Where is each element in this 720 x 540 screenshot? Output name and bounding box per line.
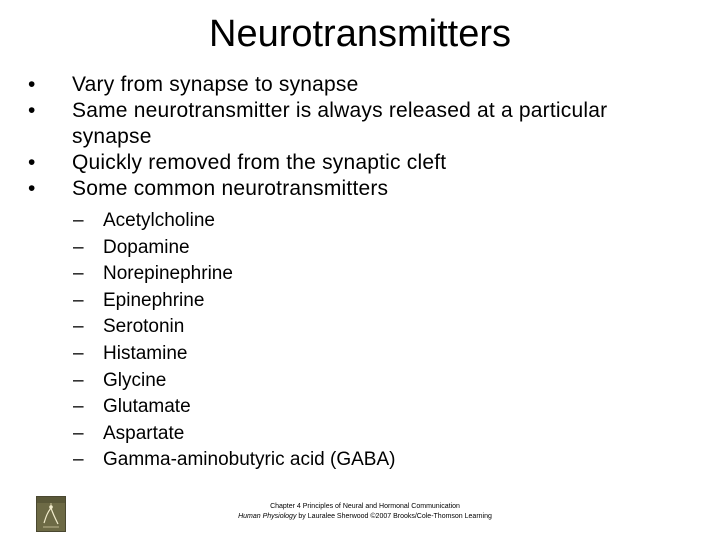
bullet-list bbox=[28, 72, 688, 202]
sub-item bbox=[73, 368, 395, 395]
sub-item bbox=[73, 261, 395, 288]
sub-item-text: Epinephrine bbox=[103, 289, 205, 311]
slide-title: Neurotransmitters bbox=[209, 13, 511, 55]
bullet-item bbox=[28, 72, 688, 98]
bullet-text: Quickly removed from the synaptic cleft bbox=[72, 151, 447, 174]
dash-marker: – bbox=[73, 422, 84, 444]
sub-item-text: Histamine bbox=[103, 342, 188, 364]
footer-chapter: Chapter 4 Principles of Neural and Hormonal Communication bbox=[270, 503, 460, 510]
bullet-marker: • bbox=[28, 73, 36, 96]
dash-marker: – bbox=[73, 396, 84, 418]
bullet-marker: • bbox=[28, 151, 36, 174]
bullet-item bbox=[28, 98, 688, 150]
sub-item-text: Dopamine bbox=[103, 236, 190, 258]
dash-marker: – bbox=[73, 210, 84, 231]
neurotransmitter-list bbox=[73, 208, 395, 474]
sub-item bbox=[73, 421, 395, 448]
sub-item-text: Aspartate bbox=[103, 422, 185, 444]
footer-citation bbox=[160, 512, 570, 522]
bullet-item bbox=[28, 150, 688, 176]
sub-item-text: Serotonin bbox=[103, 316, 185, 338]
sub-item bbox=[73, 208, 395, 235]
sub-item-text: Gamma-aminobutyric acid (GABA) bbox=[103, 449, 396, 471]
dash-marker: – bbox=[73, 342, 84, 364]
bullet-marker: • bbox=[28, 99, 36, 122]
dash-marker: – bbox=[73, 369, 84, 391]
sub-item bbox=[73, 447, 395, 474]
dash-marker: – bbox=[73, 236, 84, 258]
sub-item-text: Acetylcholine bbox=[103, 210, 215, 231]
bullet-text: Same neurotransmitter is always released at a particular synapse bbox=[72, 99, 608, 148]
footer-book-title: Human Physiology bbox=[238, 513, 297, 520]
bullet-text: Vary from synapse to synapse bbox=[72, 73, 359, 96]
dash-marker: – bbox=[73, 449, 84, 471]
bullet-item bbox=[28, 176, 688, 202]
dash-marker: – bbox=[73, 263, 84, 285]
sub-item bbox=[73, 394, 395, 421]
sub-item-text: Glycine bbox=[103, 369, 167, 391]
book-cover-icon bbox=[36, 496, 66, 532]
sub-item bbox=[73, 314, 395, 341]
footer-citation-rest: by Lauralee Sherwood ©2007 Brooks/Cole-Thomson Learning bbox=[296, 513, 492, 520]
sub-item-text: Norepinephrine bbox=[103, 263, 233, 285]
dash-marker: – bbox=[73, 316, 84, 338]
dash-marker: – bbox=[73, 289, 84, 311]
bullet-text: Some common neurotransmitters bbox=[72, 177, 389, 200]
slide-footer bbox=[160, 502, 570, 522]
bullet-marker: • bbox=[28, 177, 36, 200]
sub-item bbox=[73, 341, 395, 368]
sub-item-text: Glutamate bbox=[103, 396, 191, 418]
sub-item bbox=[73, 288, 395, 315]
sub-item bbox=[73, 235, 395, 262]
